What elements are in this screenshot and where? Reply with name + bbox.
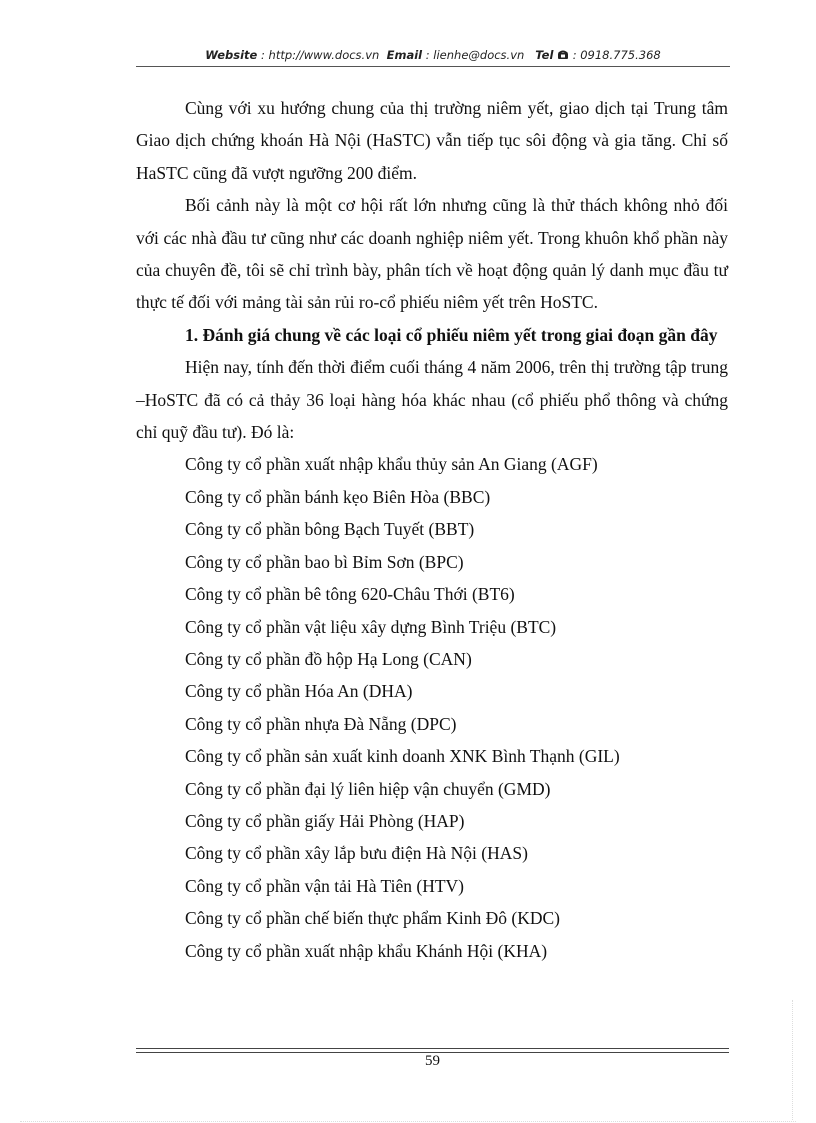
list-item: Công ty cổ phần sản xuất kinh doanh XNK Bình Thạnh (GIL) <box>185 746 620 767</box>
list-item: Công ty cổ phần bánh kẹo Biên Hòa (BBC) <box>185 486 491 507</box>
list-item: Công ty cổ phần nhựa Đà Nẵng (DPC) <box>185 713 457 734</box>
paragraph-context: Bối cảnh này là một cơ hội rất lớn nhưng cũng là thử thách không nhỏ đối với các nhà đầu tư cũng như các doanh nghiệp niêm yết. Trong khuôn khổ phần này của chuyên đề, tôi sẽ chỉ trình bày, phân tích về hoạt động quản lý danh mục đầu tư thực tế đối với mảng tài sản rủi ro-cổ phiếu niêm yết trên HoSTC. <box>136 195 728 313</box>
email-address[interactable]: : lienhe@docs.vn <box>425 48 525 62</box>
list-item: Công ty cổ phần bao bì Bỉm Sơn (BPC) <box>185 551 464 572</box>
page-edge-right <box>792 1000 793 1120</box>
paragraph-listing-intro: Hiện nay, tính đến thời điểm cuối tháng 4 năm 2006, trên thị trường tập trung –HoSTC đã có cả thảy 36 loại hàng hóa khác nhau (cổ phiếu phổ thông và chứng chỉ quỹ đầu tư). Đó là: <box>136 357 728 443</box>
website-label: Website <box>205 48 258 62</box>
page-number: 59 <box>425 1053 440 1069</box>
list-item: Công ty cổ phần chế biến thực phẩm Kinh Đô (KDC) <box>185 908 560 929</box>
list-item: Công ty cổ phần xây lắp bưu điện Hà Nội (HAS) <box>185 843 528 864</box>
header-divider <box>136 66 730 67</box>
list-item: Công ty cổ phần bê tông 620-Châu Thới (BT6) <box>185 584 515 605</box>
list-item: Công ty cổ phần vật liệu xây dựng Bình Triệu (BTC) <box>185 616 557 637</box>
list-item: Công ty cổ phần Hóa An (DHA) <box>185 681 413 702</box>
phone-icon <box>557 49 569 60</box>
section-heading: 1. Đánh giá chung về các loại cổ phiếu niêm yết trong giai đoạn gần đây <box>185 324 718 345</box>
document-body <box>136 92 728 967</box>
list-item: Công ty cổ phần xuất nhập khẩu thủy sản An Giang (AGF) <box>185 454 598 475</box>
tel-number: : 0918.775.368 <box>572 48 661 62</box>
list-item: Công ty cổ phần giấy Hải Phòng (HAP) <box>185 810 465 831</box>
page-header <box>136 48 730 62</box>
email-label: Email <box>386 48 423 62</box>
list-item: Công ty cổ phần đồ hộp Hạ Long (CAN) <box>185 648 472 669</box>
list-item: Công ty cổ phần vận tải Hà Tiên (HTV) <box>185 875 464 896</box>
list-item: Công ty cổ phần xuất nhập khẩu Khánh Hội (KHA) <box>185 940 548 961</box>
paragraph-hastc: Cùng với xu hướng chung của thị trường niêm yết, giao dịch tại Trung tâm Giao dịch chứng khoán Hà Nội (HaSTC) vẫn tiếp tục sôi động và gia tăng. Chỉ số HaSTC cũng đã vượt ngưỡng 200 điểm. <box>136 98 728 183</box>
company-list <box>136 448 728 967</box>
list-item: Công ty cổ phần bông Bạch Tuyết (BBT) <box>185 519 475 540</box>
list-item: Công ty cổ phần đại lý liên hiệp vận chuyển (GMD) <box>185 778 551 799</box>
page-edge-bottom <box>20 1121 796 1122</box>
website-url[interactable]: : http://www.docs.vn <box>261 48 380 62</box>
tel-label: Tel <box>535 48 554 62</box>
